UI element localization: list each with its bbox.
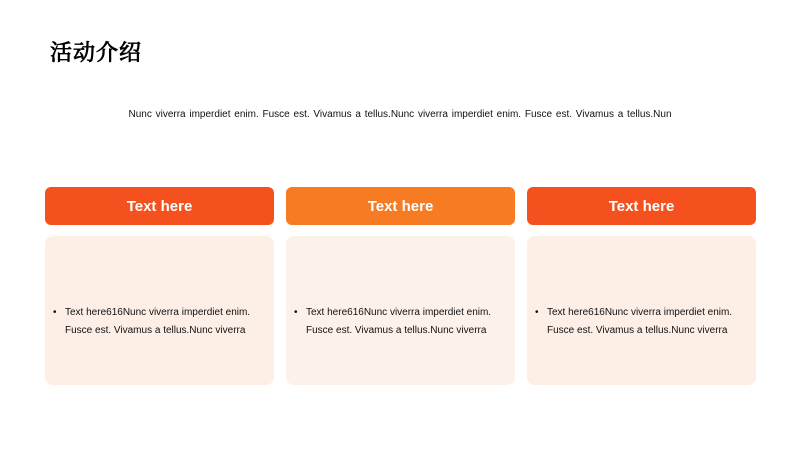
column-1-bullet bbox=[53, 304, 264, 340]
bullet-dot-icon: • bbox=[53, 307, 57, 318]
slide-title: 活动介绍 bbox=[50, 41, 143, 66]
column-2-bullet-text: Text here616Nunc viverra imperdiet enim. Fusce est. Vivamus a tellus.Nunc viverra bbox=[306, 307, 492, 336]
column-3-bullet-text: Text here616Nunc viverra imperdiet enim. Fusce est. Vivamus a tellus.Nunc viverra bbox=[547, 307, 733, 336]
column-1-bullet-text: Text here616Nunc viverra imperdiet enim. Fusce est. Vivamus a tellus.Nunc viverra bbox=[65, 307, 251, 336]
column-3-header bbox=[527, 187, 756, 225]
column-2-header bbox=[286, 187, 515, 225]
column-2-bullet bbox=[294, 304, 505, 340]
column-3-card bbox=[527, 236, 756, 385]
intro-text: Nunc viverra imperdiet enim. Fusce est. Vivamus a tellus.Nunc viverra imperdiet enim. Fusce est. Vivamus a tellus.Nun bbox=[128, 109, 672, 120]
column-3 bbox=[527, 187, 756, 385]
column-1-header bbox=[45, 187, 274, 225]
column-2 bbox=[286, 187, 515, 385]
column-1 bbox=[45, 187, 274, 385]
bullet-dot-icon: • bbox=[535, 307, 539, 318]
column-2-card bbox=[286, 236, 515, 385]
column-1-card bbox=[45, 236, 274, 385]
bullet-dot-icon: • bbox=[294, 307, 298, 318]
column-3-bullet bbox=[535, 304, 746, 340]
column-1-header-label: Text here bbox=[126, 197, 193, 215]
column-2-header-label: Text here bbox=[367, 197, 434, 215]
column-3-header-label: Text here bbox=[608, 197, 675, 215]
